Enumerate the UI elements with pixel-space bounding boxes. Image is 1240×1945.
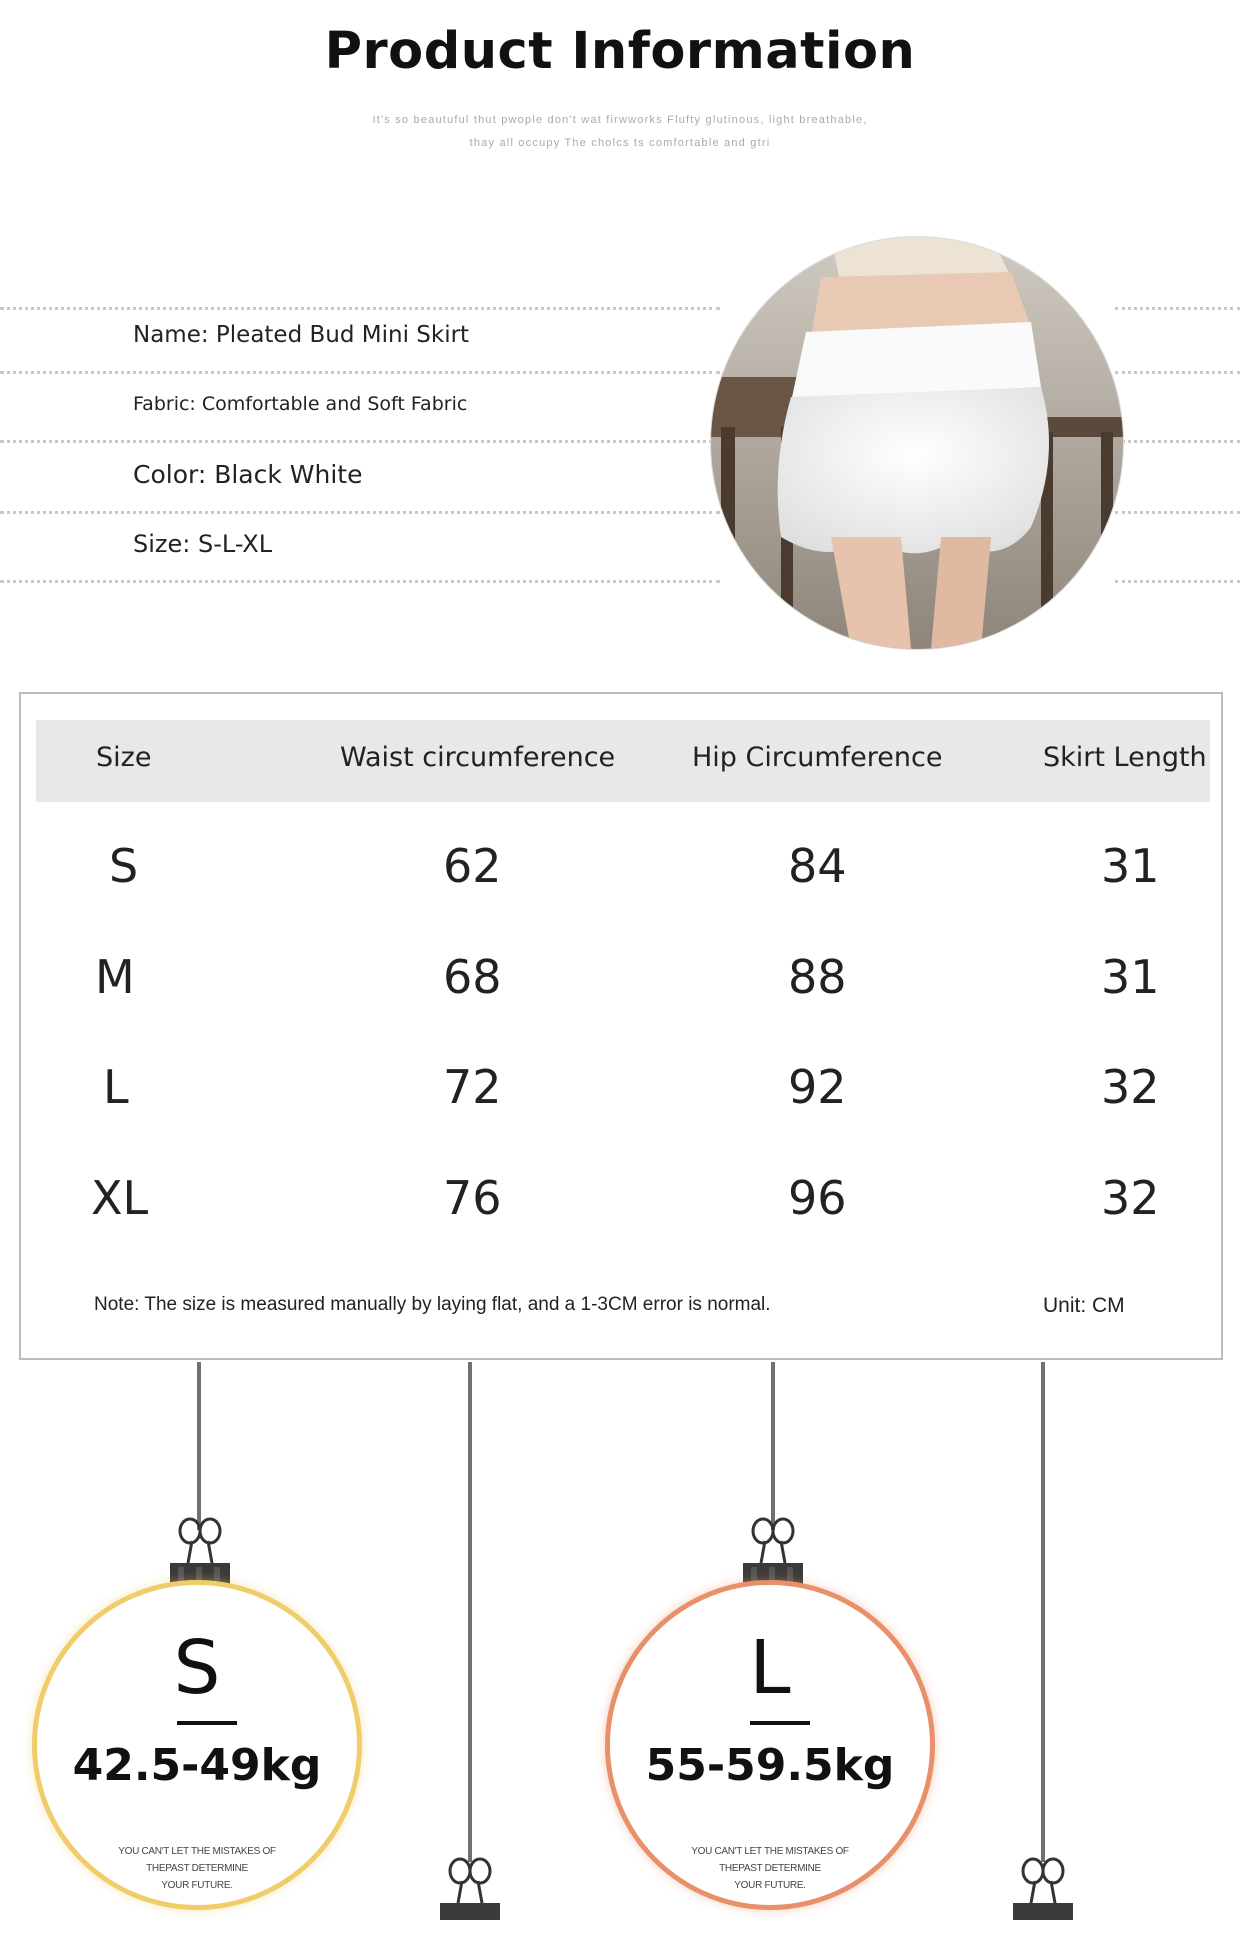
- tag-weight: 55-59.5kg: [645, 1740, 895, 1791]
- binder-clip-icon: [440, 1855, 500, 1945]
- table-header-row: [36, 720, 1210, 802]
- table-cell-waist: 68: [443, 950, 502, 1004]
- tag-size-letter: L: [749, 1625, 791, 1711]
- tag-size-letter: S: [173, 1625, 221, 1711]
- product-name: Name: Pleated Bud Mini Skirt: [133, 322, 470, 348]
- header-length: Skirt Length: [1043, 742, 1207, 773]
- table-cell-size: M: [95, 950, 135, 1004]
- table-cell-hip: 88: [788, 950, 847, 1004]
- hanging-string: [771, 1362, 775, 1530]
- dotted-divider: [1115, 511, 1240, 514]
- table-cell-hip: 84: [788, 839, 847, 893]
- dotted-divider: [1115, 371, 1240, 374]
- dotted-divider: [1115, 307, 1240, 310]
- table-cell-length: 32: [1101, 1171, 1160, 1225]
- table-cell-waist: 72: [443, 1060, 502, 1114]
- product-photo: [711, 237, 1123, 649]
- table-cell-size: L: [103, 1060, 129, 1114]
- table-cell-hip: 92: [788, 1060, 847, 1114]
- tag-weight: 42.5-49kg: [72, 1740, 322, 1791]
- product-fabric: Fabric: Comfortable and Soft Fabric: [133, 393, 468, 415]
- unit-label: Unit: CM: [1043, 1294, 1125, 1317]
- header-size: Size: [96, 742, 152, 773]
- header-waist: Waist circumference: [340, 742, 616, 773]
- subtitle-line-1: It's so beautuful thut pwople don't wat firwworks Flufty glutinous, light breathable,: [372, 114, 868, 126]
- table-cell-size: S: [109, 839, 139, 893]
- table-cell-length: 32: [1101, 1060, 1160, 1114]
- size-tag-s: [32, 1580, 362, 1910]
- dotted-divider: [0, 371, 720, 374]
- dotted-divider: [1115, 580, 1240, 583]
- hanging-string: [1041, 1362, 1045, 1862]
- hanging-string: [197, 1362, 201, 1530]
- dotted-divider: [1115, 440, 1240, 443]
- table-cell-waist: 62: [443, 839, 502, 893]
- table-cell-hip: 96: [788, 1171, 847, 1225]
- table-cell-length: 31: [1101, 839, 1160, 893]
- table-cell-length: 31: [1101, 950, 1160, 1004]
- product-color: Color: Black White: [133, 460, 363, 489]
- subtitle-line-2: thay all occupy The cholcs ts comfortable and gtri: [469, 137, 771, 149]
- dotted-divider: [0, 580, 720, 583]
- table-cell-size: XL: [91, 1171, 149, 1225]
- dotted-divider: [0, 307, 720, 310]
- product-size: Size: S-L-XL: [133, 530, 273, 558]
- tag-quote: YOU CAN'T LET THE MISTAKES OF THEPAST DETERMINE YOUR FUTURE.: [691, 1846, 849, 1891]
- tag-underline: [177, 1721, 237, 1725]
- size-tag-l: [605, 1580, 935, 1910]
- dotted-divider: [0, 440, 720, 443]
- tag-quote: YOU CAN'T LET THE MISTAKES OF THEPAST DETERMINE YOUR FUTURE.: [118, 1846, 276, 1891]
- size-table: [19, 692, 1223, 1360]
- page-title: Product Information: [324, 22, 916, 81]
- header-hip: Hip Circumference: [692, 742, 943, 773]
- binder-clip-icon: [1013, 1855, 1073, 1945]
- measurement-note: Note: The size is measured manually by laying flat, and a 1-3CM error is normal.: [94, 1294, 771, 1315]
- hanging-string: [468, 1362, 472, 1862]
- dotted-divider: [0, 511, 720, 514]
- table-cell-waist: 76: [443, 1171, 502, 1225]
- tag-underline: [750, 1721, 810, 1725]
